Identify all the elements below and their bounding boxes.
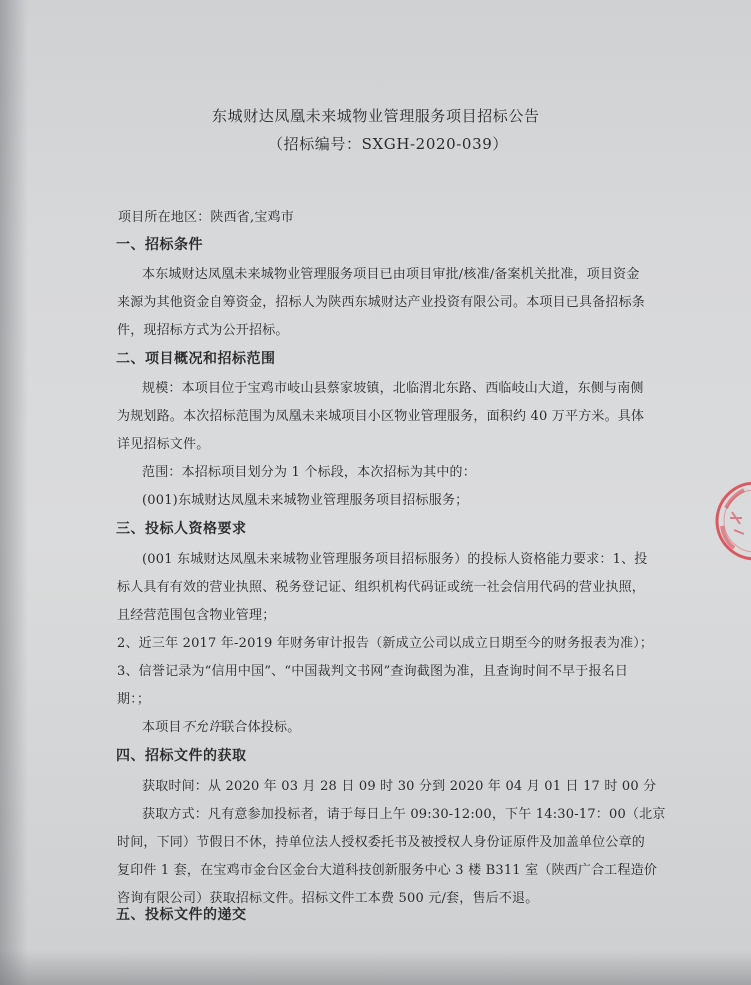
section-3-line: 期：； xyxy=(117,692,151,707)
official-seal-stamp xyxy=(712,478,751,564)
document-title: 东城财达凤凰未来城物业管理服务项目招标公告 xyxy=(212,107,540,125)
section-heading-3: 三、投标人资格要求 xyxy=(116,521,247,537)
section-heading-5: 五、投标文件的递交 xyxy=(116,907,247,923)
section-1-line: 本东城财达凤凰未来城物业管理服务项目已由项目审批/核准/备案机关批准，项目资金 xyxy=(142,267,640,282)
section-heading-1: 一、招标条件 xyxy=(116,237,203,253)
consortium-note xyxy=(142,716,300,735)
consortium-prefix: 本项目 xyxy=(142,720,182,735)
section-4-line: 获取时间：从 2020 年 03 月 28 日 09 时 30 分到 2020 年 04 月 01 日 17 时 00 分 xyxy=(142,779,657,794)
section-2-line: 范围：本招标项目划分为 1 个标段，本次招标为其中的： xyxy=(142,465,476,480)
consortium-suffix: 联合体投标。 xyxy=(221,720,301,735)
section-3-line: 3、信誉记录为“信用中国”、“中国裁判文书网”查询截图为准，且查询时间不早于报名日 xyxy=(117,664,629,679)
section-2-line: 规模：本项目位于宝鸡市岐山县蔡家坡镇，北临渭北东路、西临岐山大道，东侧与南侧 xyxy=(142,381,644,396)
section-2-line: (001)东城财达凤凰未来城物业管理服务项目招标服务； xyxy=(142,493,469,508)
section-3-line: 且经营范围包含物业管理； xyxy=(117,608,276,623)
consortium-emphasis: 不允许 xyxy=(181,720,222,735)
section-4-line: 时间，下同）节假日不休，持单位法人授权委托书及被授权人身份证原件及加盖单位公章的 xyxy=(117,835,646,850)
section-3-line: 标人具有有效的营业执照、税务登记证、组织机构代码证或统一社会信用代码的营业执照， xyxy=(117,580,646,595)
section-heading-2: 二、项目概况和招标范围 xyxy=(116,351,276,367)
section-1-line: 件，现招标方式为公开招标。 xyxy=(117,323,289,338)
section-4-line: 复印件 1 套，在宝鸡市金台区金台大道科技创新服务中心 3 楼 B311 室（陕西广合工程造价 xyxy=(117,863,658,878)
section-4-line: 获取方式：凡有意参加投标者，请于每日上午 09:30-12:00，下午 14:30-17：00（北京 xyxy=(142,807,666,822)
section-heading-4: 四、招标文件的获取 xyxy=(116,748,247,764)
section-2-line: 为规划路。本次招标范围为凤凰未来城项目小区物业管理服务，面积约 40 万平方米。具体 xyxy=(117,409,645,424)
section-3-line: (001 东城财达凤凰未来城物业管理服务项目招标服务）的投标人资格能力要求：1、投 xyxy=(142,552,648,567)
section-4-line: 咨询有限公司）获取招标文件。招标文件工本费 500 元/套，售后不退。 xyxy=(117,891,539,906)
page-left-shadow xyxy=(0,0,28,985)
project-location: 项目所在地区：陕西省,宝鸡市 xyxy=(118,210,294,225)
page-bottom-shadow xyxy=(0,950,751,985)
section-3-line: 2、近三年 2017 年-2019 年财务审计报告（新成立公司以成立日期至今的财务报表为准）； xyxy=(117,636,654,651)
tender-number: （招标编号：SXGH-2020-039） xyxy=(268,135,508,153)
section-1-line: 来源为其他资金自筹资金，招标人为陕西东城财达产业投资有限公司。本项目已具备招标条 xyxy=(117,295,646,310)
section-2-line: 详见招标文件。 xyxy=(117,437,210,452)
